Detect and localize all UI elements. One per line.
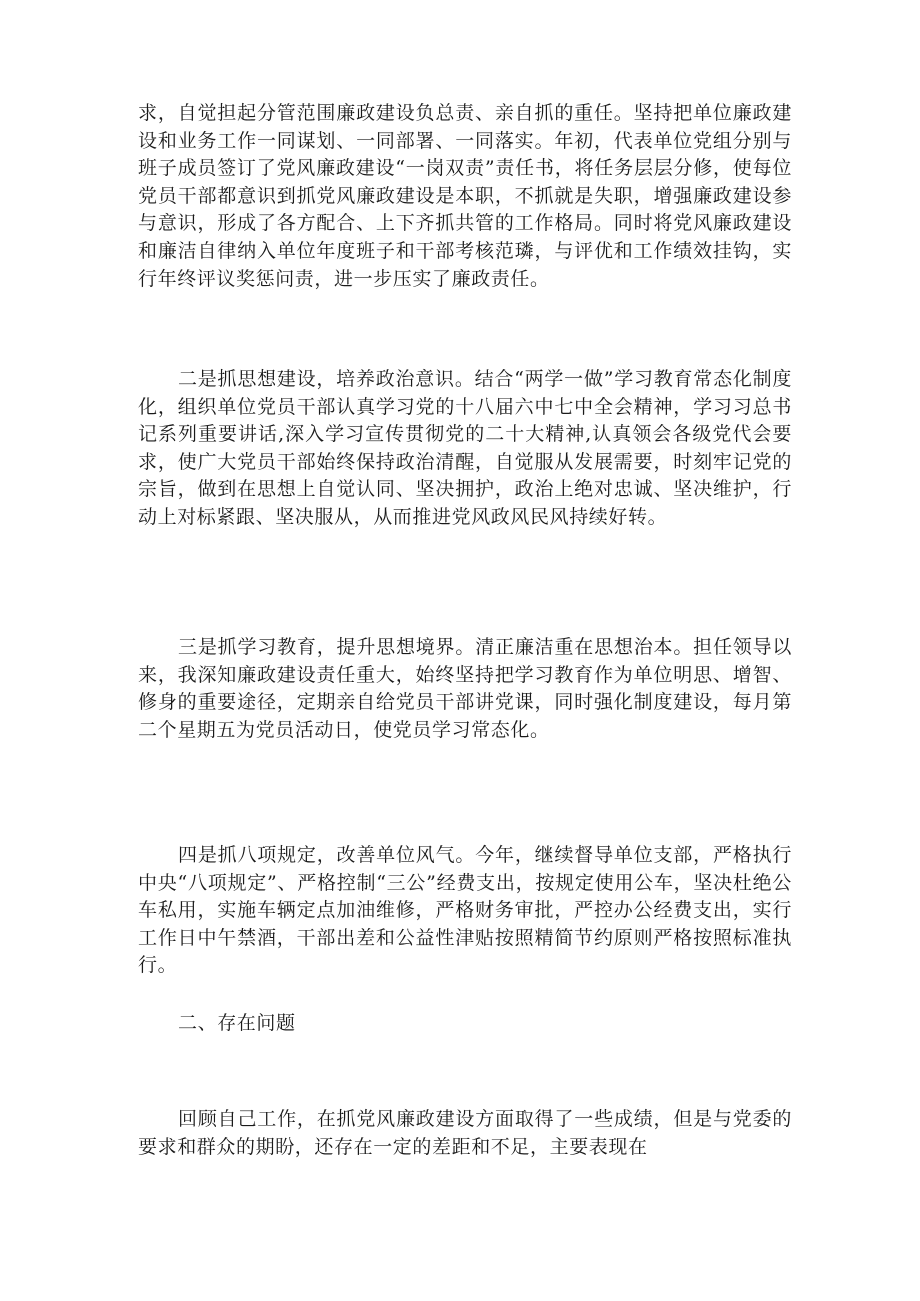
paragraph-eight-regulations: 四是抓八项规定，改善单位风气。今年，继续督导单位支部，严格执行中央“八项规定”、严格控制“三公”经费支出，按规定使用公车，坚决杜绝公车私用，实施车辆定点加油维修，严格财务审批，严控办公经费支出，实行工作日中午禁酒，干部出差和公益性津贴按照精简节约原则严格按照标准执行。 [138,844,792,977]
paragraph-study-education: 三是抓学习教育，提升思想境界。清正廉洁重在思想治本。担任领导以来，我深知廉政建设责任重大，始终坚持把学习教育作为单位明思、增智、修身的重要途径，定期亲自给党员干部讲党课，同时强化制度建设，每月第二个星期五为党员活动日，使党员学习常态化。 [138,636,792,741]
paragraph-responsibility: 求，自觉担起分管范围廉政建设负总责、亲自抓的重任。坚持把单位廉政建设和业务工作一同谋划、一同部署、一同落实。年初，代表单位党组分别与班子成员签订了党风廉政建设“一岗双责”责任书，将任务层层分修，使每位党员干部都意识到抓党风廉政建设是本职，不抓就是失职，增强廉政建设参与意识，形成了各方配合、上下齐抓共管的工作格局。同时将党风廉政建设和廉洁自律纳入单位年度班子和干部考核范璘，与评优和工作绩效挂钩，实行年终评议奖惩问责，进一步压实了廉政责任。 [138,102,792,290]
paragraph-ideological-building: 二是抓思想建设，培养政治意识。结合“两学一做”学习教育常态化制度化，组织单位党员干部认真学习党的十八届六中七中全会精神，学习习总书记系列重要讲话,深入学习宣传贯彻党的二十大精神,认真领会各级党代会要求，使广大党员干部始终保持政治清醒，自觉服从发展需要，时刻牢记党的宗旨，做到在思想上自觉认同、坚决拥护，政治上绝对忠诚、坚决维护，行动上对标紧跟、坚决服从，从而推进党风政风民风持续好转。 [138,368,792,528]
paragraph-review: 回顾自己工作，在抓党风廉政建设方面取得了一些成绩，但是与党委的要求和群众的期盼，还存在一定的差距和不足，主要表现在 [138,1108,792,1158]
section-heading-problems: 二、存在问题 [178,1012,296,1034]
